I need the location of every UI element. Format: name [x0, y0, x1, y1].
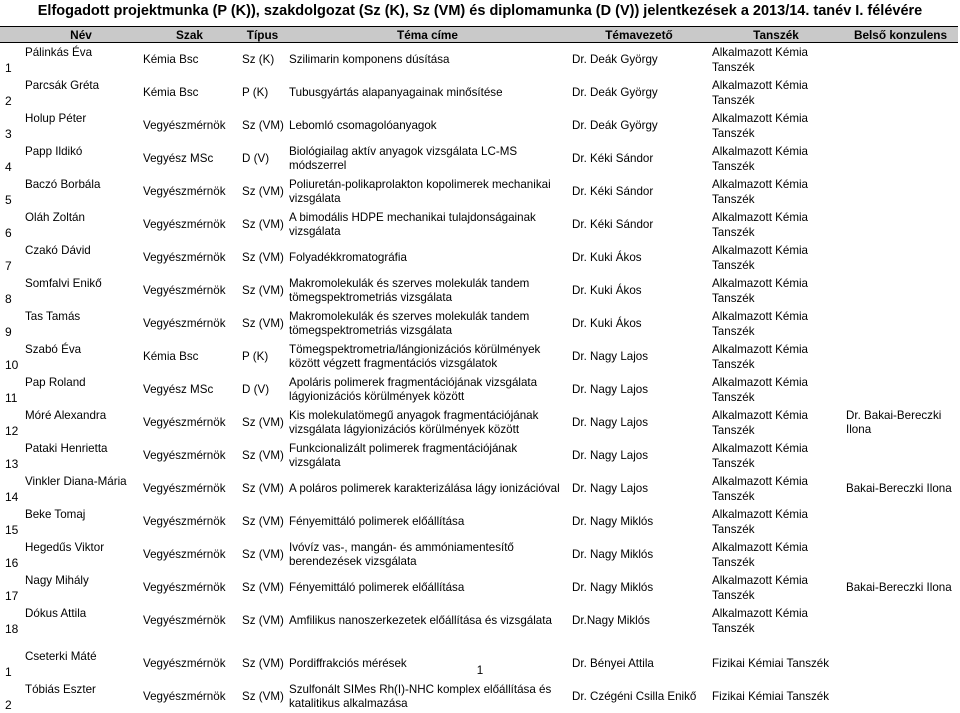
consultant-cell	[843, 175, 958, 208]
supervisor-cell: Dr. Deák György	[569, 109, 709, 142]
student-name: Cseterki Máté	[22, 647, 140, 680]
row-number: 16	[5, 557, 22, 572]
row-number: 2	[5, 95, 22, 110]
major-cell: Vegyészmérnök	[140, 109, 239, 142]
header-department: Tanszék	[709, 27, 843, 43]
type-cell: Sz (VM)	[239, 241, 286, 274]
table-row	[0, 340, 958, 373]
student-name: Czakó Dávid	[22, 241, 140, 274]
supervisor-cell: Dr. Czégéni Csilla Enikő	[569, 680, 709, 713]
department-cell: Alkalmazott Kémia Tanszék	[709, 406, 843, 439]
row-number-cell	[0, 406, 22, 439]
type-cell: P (K)	[239, 340, 286, 373]
row-number: 3	[5, 128, 22, 143]
major-cell: Vegyészmérnök	[140, 208, 239, 241]
type-cell: Sz (VM)	[239, 274, 286, 307]
major-cell: Kémia Bsc	[140, 76, 239, 109]
major-cell: Vegyészmérnök	[140, 307, 239, 340]
header-type: Típus	[239, 27, 286, 43]
table-row	[0, 538, 958, 571]
type-cell: Sz (VM)	[239, 571, 286, 604]
major-cell: Vegyészmérnök	[140, 538, 239, 571]
table-row	[0, 76, 958, 109]
department-cell: Alkalmazott Kémia Tanszék	[709, 109, 843, 142]
type-cell: Sz (K)	[239, 43, 286, 77]
major-cell: Vegyészmérnök	[140, 175, 239, 208]
row-number: 12	[5, 425, 22, 440]
department-cell: Alkalmazott Kémia Tanszék	[709, 373, 843, 406]
supervisor-cell: Dr. Nagy Lajos	[569, 406, 709, 439]
row-number: 2	[5, 699, 22, 713]
section-gap	[0, 637, 958, 647]
table-row	[0, 175, 958, 208]
consultant-cell	[843, 604, 958, 637]
consultant-cell	[843, 109, 958, 142]
topic-cell: Makromolekulák és szerves molekulák tandem tömegspektrometriás vizsgálata	[286, 274, 569, 307]
major-cell: Vegyész MSc	[140, 373, 239, 406]
major-cell: Vegyészmérnök	[140, 647, 239, 680]
table-row	[0, 307, 958, 340]
topic-cell: Ivóvíz vas-, mangán- és ammóniamentesítő berendezések vizsgálata	[286, 538, 569, 571]
topic-cell: Kis molekulatömegű anyagok fragmentációjának vizsgálata lágyionizációs körülmények között	[286, 406, 569, 439]
type-cell: D (V)	[239, 142, 286, 175]
major-cell: Kémia Bsc	[140, 43, 239, 77]
type-cell: D (V)	[239, 373, 286, 406]
supervisor-cell: Dr.Nagy Miklós	[569, 604, 709, 637]
topic-cell: Funkcionalizált polimerek fragmentációjának vizsgálata	[286, 439, 569, 472]
department-cell: Alkalmazott Kémia Tanszék	[709, 142, 843, 175]
major-cell: Vegyész MSc	[140, 142, 239, 175]
consultant-cell: Dr. Bakai-Bereczki Ilona	[843, 406, 958, 439]
row-number: 10	[5, 359, 22, 374]
header-name: Név	[22, 27, 140, 43]
section-gap-cell	[0, 637, 958, 647]
supervisor-cell: Dr. Nagy Miklós	[569, 538, 709, 571]
topic-cell: Lebomló csomagolóanyagok	[286, 109, 569, 142]
row-number-cell	[0, 109, 22, 142]
supervisor-cell: Dr. Deák György	[569, 76, 709, 109]
department-cell: Alkalmazott Kémia Tanszék	[709, 43, 843, 77]
table-row	[0, 439, 958, 472]
table-row	[0, 505, 958, 538]
type-cell: Sz (VM)	[239, 109, 286, 142]
table-row	[0, 604, 958, 637]
student-name: Pap Roland	[22, 373, 140, 406]
student-name: Holup Péter	[22, 109, 140, 142]
row-number: 15	[5, 524, 22, 539]
supervisor-cell: Dr. Kuki Ákos	[569, 307, 709, 340]
major-cell: Vegyészmérnök	[140, 604, 239, 637]
consultant-cell: Bakai-Bereczki Ilona	[843, 571, 958, 604]
supervisor-cell: Dr. Nagy Miklós	[569, 505, 709, 538]
major-cell: Vegyészmérnök	[140, 680, 239, 713]
table-row	[0, 43, 958, 77]
topic-cell: Biológiailag aktív anyagok vizsgálata LC-MS módszerrel	[286, 142, 569, 175]
row-number: 14	[5, 491, 22, 506]
row-number-cell	[0, 142, 22, 175]
department-cell: Alkalmazott Kémia Tanszék	[709, 472, 843, 505]
row-number-cell	[0, 472, 22, 505]
consultant-cell	[843, 43, 958, 77]
supervisor-cell: Dr. Bényei Attila	[569, 647, 709, 680]
table-row	[0, 373, 958, 406]
row-number-cell	[0, 680, 22, 713]
student-name: Tóbiás Eszter	[22, 680, 140, 713]
consultant-cell	[843, 208, 958, 241]
row-number: 1	[5, 666, 22, 681]
table-row	[0, 406, 958, 439]
student-name: Dókus Attila	[22, 604, 140, 637]
row-number-cell	[0, 538, 22, 571]
table-row	[0, 109, 958, 142]
table-row	[0, 208, 958, 241]
supervisor-cell: Dr. Kéki Sándor	[569, 142, 709, 175]
registrations-table	[0, 26, 958, 713]
major-cell: Vegyészmérnök	[140, 439, 239, 472]
row-number-cell	[0, 505, 22, 538]
consultant-cell	[843, 505, 958, 538]
major-cell: Kémia Bsc	[140, 340, 239, 373]
topic-cell: Pordiffrakciós mérések	[286, 647, 569, 680]
student-name: Somfalvi Enikő	[22, 274, 140, 307]
supervisor-cell: Dr. Kuki Ákos	[569, 241, 709, 274]
consultant-cell: Bakai-Bereczki Ilona	[843, 472, 958, 505]
student-name: Tas Tamás	[22, 307, 140, 340]
student-name: Parcsák Gréta	[22, 76, 140, 109]
topic-cell: A poláros polimerek karakterizálása lágy ionizációval	[286, 472, 569, 505]
department-cell: Fizikai Kémiai Tanszék	[709, 680, 843, 713]
row-number-cell	[0, 571, 22, 604]
type-cell: Sz (VM)	[239, 208, 286, 241]
department-cell: Alkalmazott Kémia Tanszék	[709, 208, 843, 241]
department-cell: Alkalmazott Kémia Tanszék	[709, 538, 843, 571]
student-name: Móré Alexandra	[22, 406, 140, 439]
department-cell: Alkalmazott Kémia Tanszék	[709, 241, 843, 274]
major-cell: Vegyészmérnök	[140, 505, 239, 538]
consultant-cell	[843, 340, 958, 373]
supervisor-cell: Dr. Kéki Sándor	[569, 208, 709, 241]
row-number-cell	[0, 208, 22, 241]
row-number-cell	[0, 241, 22, 274]
topic-cell: Fényemittáló polimerek előállítása	[286, 571, 569, 604]
row-number-cell	[0, 43, 22, 77]
supervisor-cell: Dr. Kéki Sándor	[569, 175, 709, 208]
department-cell: Alkalmazott Kémia Tanszék	[709, 274, 843, 307]
supervisor-cell: Dr. Nagy Lajos	[569, 439, 709, 472]
topic-cell: Fényemittáló polimerek előállítása	[286, 505, 569, 538]
row-number: 5	[5, 194, 22, 209]
topic-cell: Tömegspektrometria/lángionizációs körülmények között végzett fragmentációs vizsgálatok	[286, 340, 569, 373]
row-number-cell	[0, 373, 22, 406]
supervisor-cell: Dr. Deák György	[569, 43, 709, 77]
supervisor-cell: Dr. Nagy Miklós	[569, 571, 709, 604]
supervisor-cell: Dr. Nagy Lajos	[569, 340, 709, 373]
topic-cell: Szilimarin komponens dúsítása	[286, 43, 569, 77]
row-number-cell	[0, 76, 22, 109]
student-name: Papp Ildikó	[22, 142, 140, 175]
department-cell: Alkalmazott Kémia Tanszék	[709, 340, 843, 373]
type-cell: Sz (VM)	[239, 439, 286, 472]
row-number: 6	[5, 227, 22, 242]
header-consultant: Belső konzulens	[843, 27, 958, 43]
topic-cell: Apoláris polimerek fragmentációjának vizsgálata lágyionizációs körülmények között	[286, 373, 569, 406]
major-cell: Vegyészmérnök	[140, 241, 239, 274]
student-name: Beke Tomaj	[22, 505, 140, 538]
department-cell: Fizikai Kémiai Tanszék	[709, 647, 843, 680]
department-cell: Alkalmazott Kémia Tanszék	[709, 505, 843, 538]
consultant-cell	[843, 538, 958, 571]
table-row	[0, 274, 958, 307]
student-name: Vinkler Diana-Mária	[22, 472, 140, 505]
row-number-cell	[0, 604, 22, 637]
consultant-cell	[843, 241, 958, 274]
type-cell: Sz (VM)	[239, 538, 286, 571]
topic-cell: Makromolekulák és szerves molekulák tandem tömegspektrometriás vizsgálata	[286, 307, 569, 340]
consultant-cell	[843, 373, 958, 406]
student-name: Szabó Éva	[22, 340, 140, 373]
consultant-cell	[843, 274, 958, 307]
topic-cell: Poliuretán-polikaprolakton kopolimerek mechanikai vizsgálata	[286, 175, 569, 208]
topic-cell: Tubusgyártás alapanyagainak minősítése	[286, 76, 569, 109]
supervisor-cell: Dr. Nagy Lajos	[569, 472, 709, 505]
type-cell: Sz (VM)	[239, 680, 286, 713]
supervisor-cell: Dr. Kuki Ákos	[569, 274, 709, 307]
student-name: Baczó Borbála	[22, 175, 140, 208]
row-number: 18	[5, 623, 22, 638]
student-name: Nagy Mihály	[22, 571, 140, 604]
type-cell: Sz (VM)	[239, 307, 286, 340]
row-number: 1	[5, 62, 22, 77]
type-cell: Sz (VM)	[239, 472, 286, 505]
header-row	[0, 27, 958, 43]
topic-cell: Szulfonált SIMes Rh(I)-NHC komplex előállítása és katalitikus alkalmazása	[286, 680, 569, 713]
row-number: 7	[5, 260, 22, 275]
type-cell: Sz (VM)	[239, 406, 286, 439]
table-row	[0, 680, 958, 713]
row-number-cell	[0, 340, 22, 373]
page-number: 1	[0, 664, 960, 677]
topic-cell: Folyadékkromatográfia	[286, 241, 569, 274]
table-row	[0, 472, 958, 505]
department-cell: Alkalmazott Kémia Tanszék	[709, 571, 843, 604]
type-cell: Sz (VM)	[239, 175, 286, 208]
department-cell: Alkalmazott Kémia Tanszék	[709, 76, 843, 109]
row-number-cell	[0, 175, 22, 208]
consultant-cell	[843, 439, 958, 472]
table-row	[0, 241, 958, 274]
topic-cell: Amfilikus nanoszerkezetek előállítása és vizsgálata	[286, 604, 569, 637]
consultant-cell	[843, 142, 958, 175]
type-cell: Sz (VM)	[239, 604, 286, 637]
type-cell: P (K)	[239, 76, 286, 109]
header-supervisor: Témavezető	[569, 27, 709, 43]
header-topic: Téma címe	[286, 27, 569, 43]
row-number: 17	[5, 590, 22, 605]
department-cell: Alkalmazott Kémia Tanszék	[709, 307, 843, 340]
major-cell: Vegyészmérnök	[140, 571, 239, 604]
row-number-cell	[0, 307, 22, 340]
row-number: 9	[5, 326, 22, 341]
header-nr	[0, 27, 22, 43]
consultant-cell	[843, 680, 958, 713]
row-number: 4	[5, 161, 22, 176]
student-name: Pataki Henrietta	[22, 439, 140, 472]
student-name: Hegedűs Viktor	[22, 538, 140, 571]
type-cell: Sz (VM)	[239, 647, 286, 680]
row-number-cell	[0, 274, 22, 307]
row-number: 13	[5, 458, 22, 473]
department-cell: Alkalmazott Kémia Tanszék	[709, 439, 843, 472]
row-number: 8	[5, 293, 22, 308]
major-cell: Vegyészmérnök	[140, 274, 239, 307]
topic-cell: A bimodális HDPE mechanikai tulajdonságainak vizsgálata	[286, 208, 569, 241]
department-cell: Alkalmazott Kémia Tanszék	[709, 604, 843, 637]
consultant-cell	[843, 76, 958, 109]
supervisor-cell: Dr. Nagy Lajos	[569, 373, 709, 406]
header-major: Szak	[140, 27, 239, 43]
consultant-cell	[843, 307, 958, 340]
department-cell: Alkalmazott Kémia Tanszék	[709, 175, 843, 208]
page-title: Elfogadott projektmunka (P (K)), szakdolgozat (Sz (K), Sz (VM) és diplomamunka (D (V)) jelentkezések a 2013/14. tanév I. félévére	[0, 3, 960, 19]
row-number-cell	[0, 439, 22, 472]
table-row	[0, 571, 958, 604]
student-name: Pálinkás Éva	[22, 43, 140, 77]
type-cell: Sz (VM)	[239, 505, 286, 538]
major-cell: Vegyészmérnök	[140, 406, 239, 439]
table-row	[0, 142, 958, 175]
student-name: Oláh Zoltán	[22, 208, 140, 241]
major-cell: Vegyészmérnök	[140, 472, 239, 505]
row-number: 11	[5, 392, 22, 407]
